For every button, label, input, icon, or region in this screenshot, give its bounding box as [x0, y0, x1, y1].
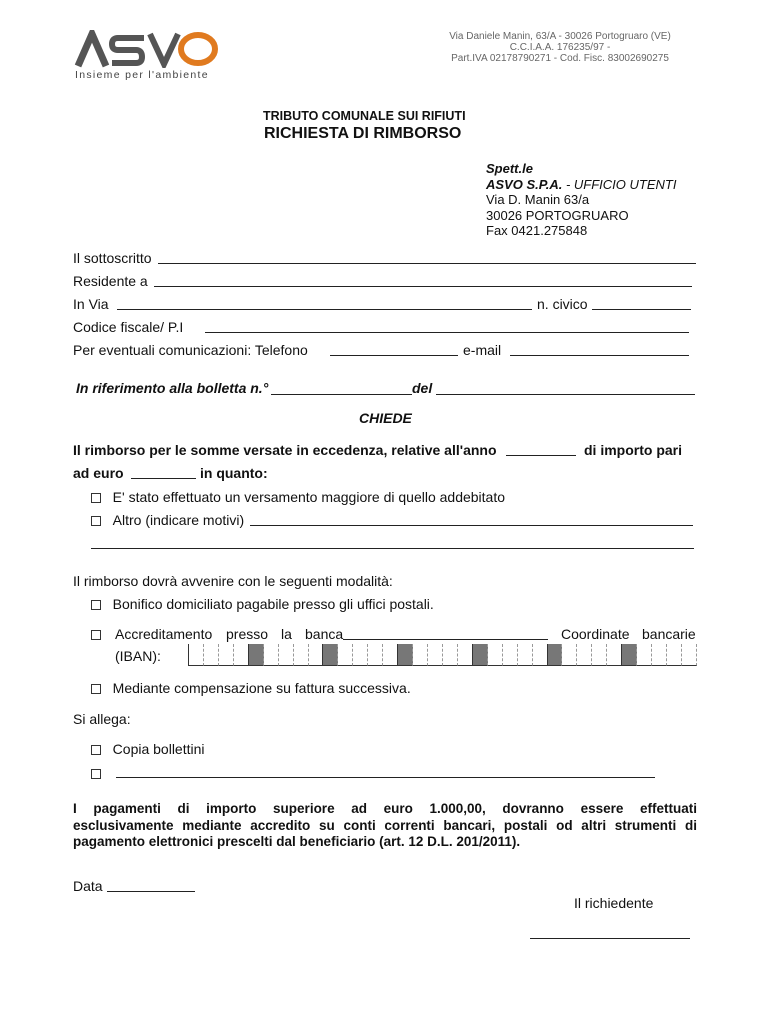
- banca-word: banca: [305, 626, 344, 642]
- modalita-intro: Il rimborso dovrà avvenire con le seguenti modalità:: [73, 573, 393, 589]
- recipient-street: Via D. Manin 63/a: [486, 192, 590, 207]
- via-label: In Via: [73, 296, 109, 312]
- iban-cell[interactable]: [488, 644, 503, 666]
- altro-field[interactable]: [250, 525, 693, 526]
- iban-cell[interactable]: [189, 644, 204, 666]
- bolletta-del-label: del: [412, 380, 433, 396]
- iban-grid[interactable]: [188, 644, 697, 666]
- iban-separator: [398, 644, 413, 666]
- altro-field-2[interactable]: [91, 548, 694, 549]
- checkbox[interactable]: [91, 516, 101, 526]
- notice-line: I pagamenti di importo superiore ad euro 1.000,00, dovranno essere effettuati: [73, 801, 697, 816]
- iban-cell[interactable]: [338, 644, 353, 666]
- checkbox[interactable]: [91, 684, 101, 694]
- iban-cell[interactable]: [652, 644, 667, 666]
- iban-cell[interactable]: [204, 644, 219, 666]
- residente-label: Residente a: [73, 273, 148, 289]
- iban-cell[interactable]: [577, 644, 592, 666]
- bolletta-date-field[interactable]: [436, 394, 695, 395]
- importo-text: di importo pari: [584, 442, 682, 458]
- copia-bollettini-option[interactable]: [91, 741, 205, 757]
- chiede-heading: CHIEDE: [359, 410, 412, 426]
- iban-cell[interactable]: [682, 644, 697, 666]
- checkbox[interactable]: [91, 745, 101, 755]
- iban-cell[interactable]: [458, 644, 473, 666]
- telefono-label: Per eventuali comunicazioni: Telefono: [73, 342, 308, 358]
- notice-line: esclusivamente mediante accredito su conti correnti bancari, postali od altri strumenti di: [73, 817, 697, 833]
- logo-tagline: Insieme per l'ambiente: [75, 69, 209, 81]
- notice-line: pagamento elettronici prescelti dal beneficiario (art. 12 D.L. 201/2011).: [73, 834, 521, 849]
- recipient-company: ASVO S.P.A.: [486, 176, 563, 192]
- option-label: E' stato effettuato un versamento maggiore di quello addebitato: [112, 489, 506, 505]
- recipient-fax: Fax 0421.275848: [486, 223, 588, 238]
- telefono-field[interactable]: [330, 355, 458, 356]
- iban-separator: [622, 644, 637, 666]
- other-attachment-field[interactable]: [116, 777, 655, 778]
- company-logo: [74, 30, 219, 68]
- versamento-option[interactable]: [91, 489, 505, 505]
- euro-label: ad euro: [73, 465, 124, 481]
- address-line: Part.IVA 02178790271 - Cod. Fisc. 83002690275: [451, 53, 669, 64]
- iban-cell[interactable]: [562, 644, 577, 666]
- option-label: Bonifico domiciliato pagabile presso gli uffici postali.: [112, 596, 434, 612]
- residente-field[interactable]: [154, 286, 692, 287]
- bolletta-label: In riferimento alla bolletta n.°: [76, 380, 269, 396]
- iban-cell[interactable]: [667, 644, 682, 666]
- iban-cell[interactable]: [637, 644, 652, 666]
- checkbox[interactable]: [91, 769, 101, 779]
- coordinate-word: Coordinate: [561, 626, 630, 642]
- payment-notice: [73, 801, 697, 851]
- recipient-salutation: Spett.le: [486, 161, 533, 176]
- iban-cell[interactable]: [607, 644, 622, 666]
- iban-cell[interactable]: [413, 644, 428, 666]
- company-address: [430, 31, 690, 64]
- altro-option[interactable]: [91, 512, 244, 528]
- iban-cell[interactable]: [279, 644, 294, 666]
- allega-intro: Si allega:: [73, 711, 131, 727]
- checkbox[interactable]: [91, 600, 101, 610]
- iban-cell[interactable]: [353, 644, 368, 666]
- recipient-block: [486, 161, 676, 239]
- iban-cell[interactable]: [533, 644, 548, 666]
- sottoscritto-field[interactable]: [158, 263, 696, 264]
- codice-fiscale-field[interactable]: [205, 332, 689, 333]
- iban-cell[interactable]: [383, 644, 398, 666]
- civico-field[interactable]: [592, 309, 691, 310]
- iban-cell[interactable]: [443, 644, 458, 666]
- accreditamento-option[interactable]: [91, 626, 101, 642]
- codice-fiscale-label: Codice fiscale/ P.I: [73, 319, 184, 335]
- in-quanto-label: in quanto:: [200, 465, 268, 481]
- recipient-city: 30026 PORTOGRUARO: [486, 207, 629, 223]
- iban-cell[interactable]: [518, 644, 533, 666]
- sottoscritto-label: Il sottoscritto: [73, 250, 152, 266]
- bancarie-word: bancarie: [642, 626, 696, 642]
- iban-cell[interactable]: [428, 644, 443, 666]
- accreditamento-word: Accreditamento: [115, 626, 213, 642]
- data-field[interactable]: [107, 891, 195, 892]
- recipient-office: - UFFICIO UTENTI: [562, 176, 677, 192]
- euro-field[interactable]: [131, 478, 196, 479]
- iban-separator: [249, 644, 264, 666]
- anno-field[interactable]: [506, 455, 576, 456]
- via-field[interactable]: [117, 309, 532, 310]
- iban-cell[interactable]: [264, 644, 279, 666]
- signature-field[interactable]: [530, 938, 690, 939]
- iban-cell[interactable]: [503, 644, 518, 666]
- presso-word: presso: [226, 626, 269, 642]
- email-field[interactable]: [510, 355, 689, 356]
- iban-cell[interactable]: [368, 644, 383, 666]
- iban-cell[interactable]: [294, 644, 309, 666]
- address-line: Via Daniele Manin, 63/A - 30026 Portogruaro (VE): [449, 31, 671, 42]
- la-word: la: [281, 626, 292, 642]
- option-label: Altro (indicare motivi): [112, 512, 245, 528]
- civico-label: n. civico: [537, 296, 588, 312]
- email-label: e-mail: [463, 342, 502, 358]
- iban-label: (IBAN):: [115, 648, 161, 664]
- data-label: Data: [73, 878, 103, 894]
- address-line: C.C.I.A.A. 176235/97 -: [509, 42, 611, 53]
- iban-separator: [323, 644, 338, 666]
- checkbox[interactable]: [91, 493, 101, 503]
- iban-cell[interactable]: [592, 644, 607, 666]
- page-title: RICHIESTA DI RIMBORSO: [264, 125, 462, 142]
- banca-field[interactable]: [343, 639, 548, 640]
- rimborso-text: Il rimborso per le somme versate in eccedenza, relative all'anno: [73, 442, 497, 458]
- iban-cell[interactable]: [219, 644, 234, 666]
- compensazione-option[interactable]: [91, 680, 411, 696]
- checkbox[interactable]: [91, 630, 101, 640]
- iban-separator: [548, 644, 563, 666]
- bolletta-number-field[interactable]: [271, 394, 412, 395]
- iban-cell[interactable]: [234, 644, 249, 666]
- title-line1: TRIBUTO COMUNALE SUI RIFIUTI: [263, 109, 466, 123]
- option-label: Copia bollettini: [112, 741, 205, 757]
- option-label: Mediante compensazione su fattura successiva.: [112, 680, 411, 696]
- other-attachment-option[interactable]: [91, 765, 101, 781]
- bonifico-option[interactable]: [91, 596, 434, 612]
- richiedente-label: Il richiedente: [574, 895, 654, 911]
- iban-cell[interactable]: [309, 644, 324, 666]
- iban-separator: [473, 644, 488, 666]
